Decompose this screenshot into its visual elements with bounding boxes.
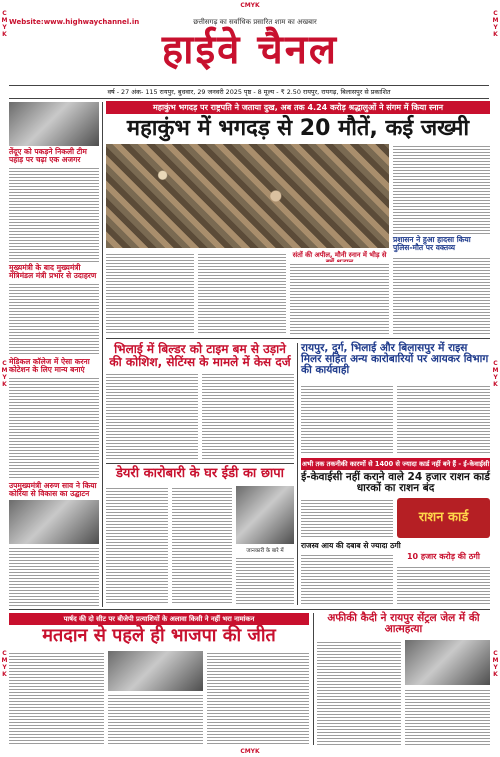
cmyk-side-left-bottom: C M Y K [1, 650, 8, 678]
tagline: छत्तीसगढ़ का सर्वाधिक प्रसारित शाम का अखबार [193, 18, 317, 26]
website-link[interactable]: Website:www.highwaychannel.in [9, 18, 140, 26]
jail-body-col1 [317, 640, 401, 745]
bhilai-rule [106, 463, 294, 464]
lead-photo-crowd [106, 144, 389, 248]
fraud-body-col1 [301, 553, 393, 605]
bottom-top-rule [9, 609, 490, 610]
left-story2-body [9, 282, 99, 356]
masthead-title: हाईवे चैनल [161, 27, 339, 73]
bhilai-headline: भिलाई में बिल्डर को टाइम बम से उड़ाने की कोशिश, सेटिंग्स के मामले में केस दर्ज [109, 342, 291, 369]
left-story3-headline: मेडिकल कॉलेज में ऐसा करना कोटेशन के लिए मान्य बनाएं [9, 357, 90, 374]
it-raid-body-col1 [301, 384, 393, 454]
left-story4-body [9, 546, 99, 606]
column-rule-left [102, 102, 103, 607]
bjp-kicker: पार्षद की दो सीट पर बीजेपी प्रत्याशियों के अलावा किसी ने नहीं भरा नामांकन [9, 613, 309, 625]
cmyk-side-right-bottom: C M Y K [492, 650, 499, 678]
lead-bottom-rule [106, 338, 490, 339]
bhilai-body-col2 [202, 372, 294, 460]
cmyk-side-left-mid: C M Y K [1, 360, 8, 388]
left-story3-body [9, 376, 99, 480]
dairy-headline: डेयरी कारोबारी के घर ईडी का छापा [115, 466, 285, 481]
left-story2-headline: मुख्यमंत्री के बाद मुख्यमंत्री मंत्रिमंडल मंत्री प्रभार से उदाहरण [9, 263, 97, 280]
cmyk-side-right-top: C M Y K [492, 10, 499, 38]
ration-kicker: अभी तक तकनीकी कारणों से 1400 से ज्यादा कार्ड नहीं बने हैं - ई-केवाईसी [301, 460, 490, 468]
left-top-photo [9, 102, 99, 146]
bjp-body-col3 [207, 651, 309, 745]
left-story4-photo [9, 500, 99, 544]
left-story1-body [9, 166, 99, 262]
lead-body-col3 [290, 262, 389, 334]
column-rule-mid [297, 343, 298, 605]
fraud-headline: राजस्व आय की दबाब से ज्यादा ठगी [301, 541, 401, 550]
lead-body-col2 [198, 252, 286, 334]
lead-headline: महाकुंभ में भगदड़ से 20 मौतें, कई जख्मी [126, 116, 470, 141]
jail-photo [405, 640, 490, 685]
fraud-subhead: 10 हजार करोड़ की ठगी [406, 552, 480, 561]
ration-card-label: राशन कार्ड [418, 510, 469, 525]
lead-subhead: संतों की अपील, मौनी स्नान में भीड़ से [292, 251, 387, 259]
cmyk-side-left-top: C M Y K [1, 10, 8, 38]
left-story1-headline: तेंदूए को पकड़ने निकली टीम पहाड़ पर चढ़ा एक अजगर [9, 147, 87, 164]
dateline: वर्ष - 27 अंक- 115 रायपुर, बुधवार, 29 जनवरी 2025 पृष्ठ - 8 मूल्य - ₹ 2.50 रायपुर, रायगढ़, बिलासपुर से प्रकाशित [9, 85, 489, 99]
lead-side-box-body [393, 256, 490, 336]
bjp-headline: मतदान से पहले ही भाजपा की जीत [42, 625, 276, 646]
ration-card-image [397, 498, 490, 538]
cmyk-side-right-mid: C M Y K [492, 360, 499, 388]
lead-body-col1 [106, 252, 194, 334]
fraud-body-col2 [397, 565, 490, 605]
jail-body-col2 [405, 688, 490, 745]
bjp-body-col2 [108, 693, 203, 745]
lead-kicker: महाकुंभ भगदड़ पर राष्ट्रपति ने जताया दुख, अब तक 4.24 करोड़ श्रद्धालुओं ने संगम में किया स्नान [106, 101, 490, 114]
dairy-photo [236, 486, 294, 544]
ration-headline: ई-केवाईसी नहीं कराने वाले 24 हजार राशन कार्ड धारकों का राशन बंद [301, 471, 490, 495]
dairy-body-col2 [172, 486, 232, 604]
bjp-photo [108, 651, 203, 691]
left-story4-headline: उपमुख्यमंत्री अरुण साव ने किया कोरिया से विकास का उद्घाटन [9, 481, 97, 498]
ration-body-col1 [301, 498, 393, 538]
jail-headline: अफीकी कैदी ने रायपुर सेंट्रल जेल में की आत्महत्या [327, 612, 480, 636]
dairy-body-col1 [106, 486, 168, 604]
cmyk-mark-bottom: CMYK [240, 748, 260, 755]
bjp-body-col1 [9, 651, 104, 745]
dairy-body-col3 [236, 556, 294, 604]
lead-side-box-head: प्रशासन ने हुआ हादसा किया पुलिस-मौत पर वक्तव्य [393, 235, 471, 252]
lead-side-body [393, 144, 490, 234]
it-raid-headline: रायपुर, दुर्ग, भिलाई और बिलासपुर में राइस मिलर सहित अन्य कारोबारियों पर आयकर विभाग की कार्यवाही [301, 342, 489, 377]
bhilai-body-col1 [106, 372, 198, 460]
column-rule-bottom [313, 613, 314, 745]
it-raid-body-col2 [397, 384, 490, 454]
cmyk-mark-top: CMYK [240, 2, 260, 9]
dairy-photo-caption: जानकारी के बारे में [246, 548, 284, 554]
